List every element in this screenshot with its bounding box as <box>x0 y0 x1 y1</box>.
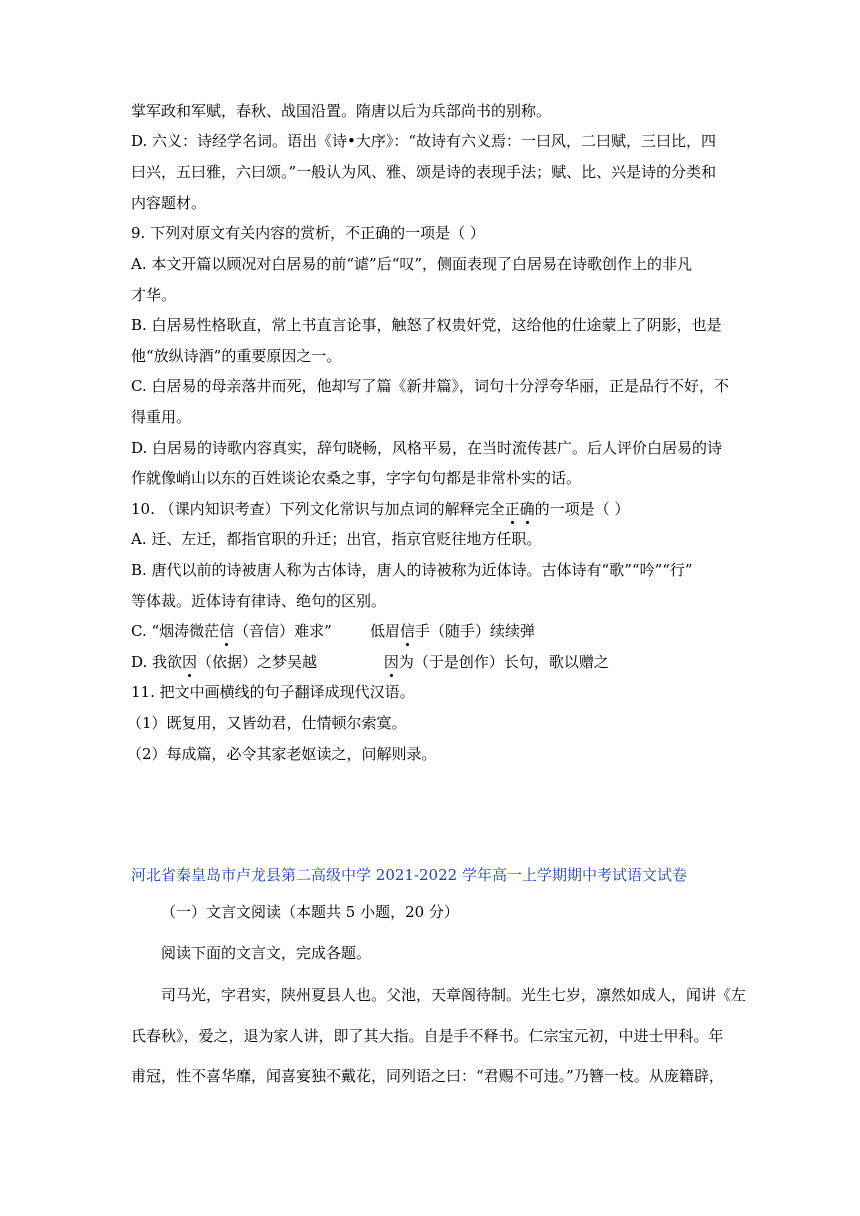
passage-line: 司马光，字君实，陕州夏县人也。父池，天章阁待制。光生七岁，凛然如成人，闻讲《左 <box>161 986 747 1004</box>
passage-line: 甫冠，性不喜华靡，闻喜宴独不戴花，同列语之曰：“君赐不可违。”乃簪一枝。从庞籍辟， <box>131 1067 724 1085</box>
text-line: 等体裁。近体诗有律诗、绝句的区别。 <box>131 592 387 610</box>
option-d-line <box>131 652 609 672</box>
option-d-line: D. 白居易的诗歌内容真实，辞句晓畅，风格平易，在当时流传甚广。后人评价白居易的诗 <box>131 439 723 457</box>
question-11: 11. 把文中画横线的句子翻译成现代汉语。 <box>131 683 415 701</box>
question-10 <box>131 499 629 519</box>
section-heading: （一）文言文阅读（本题共 5 小题，20 分） <box>161 903 459 921</box>
dotted-char: 确 <box>519 500 535 518</box>
dotted-char: 信 <box>400 622 416 640</box>
option-b-line: B. 唐代以前的诗被唐人称为古体诗，唐人的诗被称为近体诗。古体诗有“歌”“吟”“行” <box>131 561 693 579</box>
q10-text: 10. （课内知识考查）下列文化常识与加点词的解释完全 <box>131 500 505 518</box>
dotted-char: 因 <box>182 653 198 671</box>
option-b-line: B. 白居易性格耿直，常上书直言论事，触怒了权贵奸党，这给他的仕途蒙上了阴影，也是 <box>131 316 722 334</box>
option-c-line: C. 白居易的母亲落井而死，他却写了篇《新井篇》，词句十分浮夸华丽，正是品行不好，不 <box>131 377 729 395</box>
passage-line: 氏春秋》，爱之，退为家人讲，即了其大指。自是手不释书。仁宗宝元初，中进士甲科。年 <box>131 1027 724 1045</box>
text-line: 掌军政和军赋，春秋、战国沿置。隋唐以后为兵部尚书的别称。 <box>131 102 552 120</box>
sub-question-1: （1）既复用，又皆幼君，仕情顿尔索寞。 <box>127 714 407 732</box>
text-line: 才华。 <box>131 286 177 304</box>
text-line: 得重用。 <box>131 408 192 426</box>
sub-question-2: （2）每成篇，必令其家老妪读之，问解则录。 <box>127 745 437 763</box>
dotted-char: 信 <box>219 622 235 640</box>
option-a-line: A. 迁、左迁，都指官职的升迁；出官，指京官贬往地方任职。 <box>131 530 542 548</box>
source-title-link[interactable]: 河北省秦皇岛市卢龙县第二高级中学 2021-2022 学年高一上学期期中考试语文试卷 <box>131 866 687 884</box>
option-text: （依据）之梦吴越 <box>197 653 384 671</box>
question-9: 9. 下列对原文有关内容的赏析，不正确的一项是（ ） <box>131 224 485 242</box>
option-text: （音信）难求” 低眉 <box>234 622 400 640</box>
q10-text: 的一项是（ ） <box>534 500 630 518</box>
dotted-char: 正 <box>504 500 520 518</box>
option-text: C. “烟涛微茫 <box>131 622 220 640</box>
option-text: 为（于是创作）长句，歌以赠之 <box>398 653 609 671</box>
dotted-char: 因 <box>383 653 399 671</box>
text-line: 曰兴，五曰雅，六曰颂。”一般认为风、雅、颂是诗的表现手法；赋、比、兴是诗的分类和 <box>131 163 717 181</box>
option-c-line <box>131 621 535 641</box>
option-a-line: A. 本文开篇以顾况对白居易的前“谑”后“叹”，侧面表现了白居易在诗歌创作上的非凡 <box>131 255 693 273</box>
text-line: 内容题材。 <box>131 194 207 212</box>
option-text: D. 我欲 <box>131 653 183 671</box>
option-d-line: D. 六义：诗经学名词。语出《诗•大序》：“故诗有六义焉：一曰风，二曰赋，三曰比，四 <box>131 132 717 150</box>
option-text: 手（随手）续续弹 <box>415 622 536 640</box>
text-line: 作就像峭山以东的百姓谈论农桑之事，字字句句都是非常朴实的话。 <box>131 469 582 487</box>
text-line: 他“放纵诗酒”的重要原因之一。 <box>131 347 342 365</box>
instruction-text: 阅读下面的文言文，完成各题。 <box>161 944 372 962</box>
